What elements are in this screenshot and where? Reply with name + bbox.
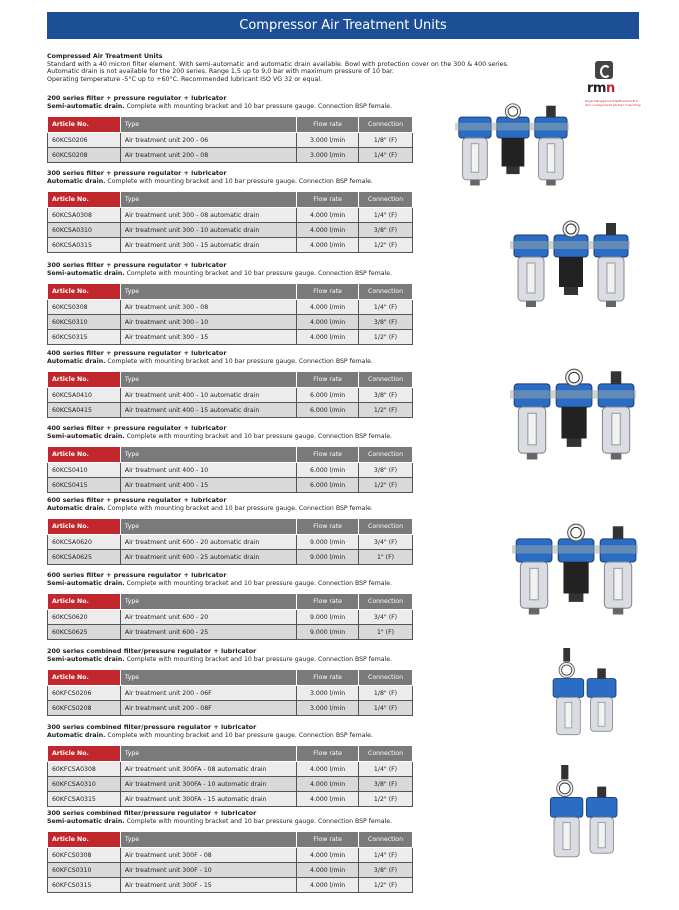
column-header-flow: Flow rate [297, 117, 359, 133]
article-number: 60KCSA0310 [48, 223, 121, 238]
flow-rate: 3.000 l/min [297, 701, 359, 716]
article-number: 60KCS0415 [48, 478, 121, 493]
connection-size: 1/2" (F) [359, 330, 413, 345]
product-type: Air treatment unit 400 - 15 [120, 478, 296, 493]
column-header-article: Article No. [48, 372, 121, 388]
connection-size: 1/2" (F) [359, 792, 413, 807]
product-table [47, 518, 413, 565]
section-description: Semi-automatic drain. Complete with mounting bracket and 10 bar pressure gauge. Connection BSP female. [47, 817, 393, 825]
product-type: Air treatment unit 300F - 15 [120, 878, 296, 893]
table-header-row [48, 117, 413, 133]
article-number: 60KFCSA0315 [48, 792, 121, 807]
connection-size: 1/4" (F) [359, 848, 413, 863]
flow-rate: 3.000 l/min [297, 686, 359, 701]
table-row [48, 777, 413, 792]
table-header-row [48, 372, 413, 388]
table-row [48, 701, 413, 716]
column-header-article: Article No. [48, 284, 121, 300]
article-number: 60KCS0620 [48, 610, 121, 625]
unit-200-image [455, 100, 573, 193]
article-number: 60KCS0310 [48, 315, 121, 330]
product-type: Air treatment unit 300F - 10 [120, 863, 296, 878]
flow-rate: 6.000 l/min [297, 403, 359, 418]
column-header-connection: Connection [359, 519, 413, 535]
section-title: 200 series combined filter/pressure regulator + lubricator [47, 647, 257, 655]
product-section [47, 497, 413, 565]
unit-400-image [510, 365, 640, 468]
product-type: Air treatment unit 300 - 10 [120, 315, 296, 330]
flow-rate: 6.000 l/min [297, 463, 359, 478]
product-table [47, 116, 413, 163]
table-row [48, 300, 413, 315]
product-type: Air treatment unit 200 - 08 [120, 148, 296, 163]
flow-rate: 4.000 l/min [297, 878, 359, 893]
article-number: 60KFCS0208 [48, 701, 121, 716]
product-type: Air treatment unit 400 - 10 [120, 463, 296, 478]
product-type: Air treatment unit 200 - 06F [120, 686, 296, 701]
product-type: Air treatment unit 300 - 15 automatic drain [120, 238, 296, 253]
flow-rate: 3.000 l/min [297, 133, 359, 148]
connection-size: 1/4" (F) [359, 762, 413, 777]
column-header-flow: Flow rate [297, 670, 359, 686]
product-section [47, 425, 413, 493]
article-number: 60KCS0625 [48, 625, 121, 640]
table-row [48, 208, 413, 223]
article-number: 60KFCS0310 [48, 863, 121, 878]
flow-rate: 4.000 l/min [297, 223, 359, 238]
intro-block [47, 53, 587, 84]
column-header-connection: Connection [359, 447, 413, 463]
product-type: Air treatment unit 200 - 06 [120, 133, 296, 148]
table-row [48, 478, 413, 493]
column-header-type: Type [120, 372, 296, 388]
table-header-row [48, 670, 413, 686]
section-title: 400 series filter + pressure regulator + lubricator [47, 349, 227, 357]
table-row [48, 388, 413, 403]
table-row [48, 792, 413, 807]
column-header-type: Type [120, 746, 296, 762]
connection-size: 1/8" (F) [359, 686, 413, 701]
table-row [48, 223, 413, 238]
table-row [48, 686, 413, 701]
column-header-connection: Connection [359, 594, 413, 610]
section-description: Automatic drain. Complete with mounting bracket and 10 bar pressure gauge. Connection BSP female. [47, 731, 373, 739]
product-type: Air treatment unit 400 - 10 automatic drain [120, 388, 296, 403]
connection-size: 1/2" (F) [359, 478, 413, 493]
column-header-connection: Connection [359, 117, 413, 133]
article-number: 60KCSA0625 [48, 550, 121, 565]
table-header-row [48, 284, 413, 300]
column-header-type: Type [120, 117, 296, 133]
table-header-row [48, 192, 413, 208]
product-table [47, 191, 413, 253]
product-section [47, 810, 413, 893]
product-type: Air treatment unit 300 - 15 [120, 330, 296, 345]
section-title: 200 series filter + pressure regulator + lubricator [47, 94, 227, 102]
logo-mark-icon [595, 61, 613, 79]
column-header-type: Type [120, 832, 296, 848]
product-section [47, 170, 413, 253]
connection-size: 3/8" (F) [359, 777, 413, 792]
table-row [48, 610, 413, 625]
column-header-type: Type [120, 192, 296, 208]
flow-rate: 4.000 l/min [297, 863, 359, 878]
logo-brand: rmn [587, 81, 615, 96]
logo-subtitle: Royal Management Netherland B.V. Your consignment partner in building [585, 99, 641, 107]
column-header-article: Article No. [48, 594, 121, 610]
column-header-article: Article No. [48, 746, 121, 762]
column-header-connection: Connection [359, 192, 413, 208]
flow-rate: 9.000 l/min [297, 625, 359, 640]
connection-size: 3/8" (F) [359, 223, 413, 238]
table-row [48, 403, 413, 418]
column-header-type: Type [120, 670, 296, 686]
company-logo [585, 61, 645, 111]
product-type: Air treatment unit 400 - 15 automatic drain [120, 403, 296, 418]
flow-rate: 4.000 l/min [297, 300, 359, 315]
flow-rate: 4.000 l/min [297, 777, 359, 792]
connection-size: 1/4" (F) [359, 148, 413, 163]
connection-size: 1" (F) [359, 550, 413, 565]
section-description: Automatic drain. Complete with mounting bracket and 10 bar pressure gauge. Connection BSP female. [47, 357, 373, 365]
article-number: 60KCS0315 [48, 330, 121, 345]
connection-size: 3/8" (F) [359, 463, 413, 478]
connection-size: 1/2" (F) [359, 878, 413, 893]
table-row [48, 133, 413, 148]
column-header-connection: Connection [359, 670, 413, 686]
section-description: Semi-automatic drain. Complete with mounting bracket and 10 bar pressure gauge. Connection BSP female. [47, 102, 393, 110]
column-header-article: Article No. [48, 447, 121, 463]
flow-rate: 4.000 l/min [297, 208, 359, 223]
column-header-flow: Flow rate [297, 372, 359, 388]
article-number: 60KCSA0415 [48, 403, 121, 418]
table-header-row [48, 594, 413, 610]
column-header-article: Article No. [48, 519, 121, 535]
table-row [48, 535, 413, 550]
article-number: 60KCS0308 [48, 300, 121, 315]
column-header-flow: Flow rate [297, 832, 359, 848]
column-header-flow: Flow rate [297, 594, 359, 610]
intro-line: Standard with a 40 micron filter element. With semi-automatic and automatic drain available. Bowl with protection cover on the 300 & 400 series. [47, 60, 509, 68]
table-row [48, 463, 413, 478]
section-description: Automatic drain. Complete with mounting bracket and 10 bar pressure gauge. Connection BSP female. [47, 177, 373, 185]
flow-rate: 4.000 l/min [297, 238, 359, 253]
connection-size: 1/8" (F) [359, 133, 413, 148]
product-table [47, 446, 413, 493]
table-header-row [48, 447, 413, 463]
product-type: Air treatment unit 600 - 20 [120, 610, 296, 625]
product-type: Air treatment unit 300 - 10 automatic drain [120, 223, 296, 238]
product-type: Air treatment unit 300FA - 10 automatic drain [120, 777, 296, 792]
section-title: 300 series filter + pressure regulator + lubricator [47, 169, 227, 177]
section-description: Semi-automatic drain. Complete with mounting bracket and 10 bar pressure gauge. Connection BSP female. [47, 579, 393, 587]
section-title: 300 series combined filter/pressure regulator + lubricator [47, 809, 257, 817]
unit-600-image [512, 520, 642, 623]
section-title: 300 series combined filter/pressure regulator + lubricator [47, 723, 257, 731]
flow-rate: 6.000 l/min [297, 388, 359, 403]
flow-rate: 3.000 l/min [297, 148, 359, 163]
column-header-article: Article No. [48, 832, 121, 848]
product-table [47, 831, 413, 893]
unit-200-combined-image [548, 648, 619, 743]
connection-size: 3/4" (F) [359, 535, 413, 550]
product-type: Air treatment unit 600 - 25 automatic drain [120, 550, 296, 565]
table-header-row [48, 746, 413, 762]
table-row [48, 625, 413, 640]
table-header-row [48, 832, 413, 848]
connection-size: 1/4" (F) [359, 701, 413, 716]
column-header-type: Type [120, 447, 296, 463]
column-header-connection: Connection [359, 284, 413, 300]
connection-size: 3/8" (F) [359, 863, 413, 878]
article-number: 60KCSA0308 [48, 208, 121, 223]
flow-rate: 9.000 l/min [297, 550, 359, 565]
article-number: 60KFCSA0310 [48, 777, 121, 792]
product-section [47, 572, 413, 640]
section-description: Semi-automatic drain. Complete with mounting bracket and 10 bar pressure gauge. Connection BSP female. [47, 432, 393, 440]
product-type: Air treatment unit 600 - 25 [120, 625, 296, 640]
connection-size: 3/8" (F) [359, 315, 413, 330]
article-number: 60KFCS0308 [48, 848, 121, 863]
unit-300-automatic-image [510, 217, 634, 315]
connection-size: 3/8" (F) [359, 388, 413, 403]
table-row [48, 848, 413, 863]
flow-rate: 4.000 l/min [297, 792, 359, 807]
product-type: Air treatment unit 300 - 08 [120, 300, 296, 315]
article-number: 60KCSA0620 [48, 535, 121, 550]
column-header-flow: Flow rate [297, 192, 359, 208]
product-type: Air treatment unit 300 - 08 automatic drain [120, 208, 296, 223]
intro-line: Operating temperature -5°C up to +60°C. Recommended lubricant ISO VG 32 or equal. [47, 76, 323, 84]
column-header-article: Article No. [48, 670, 121, 686]
article-number: 60KFCS0315 [48, 878, 121, 893]
article-number: 60KFCSA0308 [48, 762, 121, 777]
connection-size: 1/4" (F) [359, 208, 413, 223]
table-row [48, 315, 413, 330]
column-header-flow: Flow rate [297, 447, 359, 463]
product-section [47, 648, 413, 716]
table-row [48, 238, 413, 253]
intro-title: Compressed Air Treatment Units [47, 53, 163, 60]
product-type: Air treatment unit 300FA - 15 automatic drain [120, 792, 296, 807]
product-type: Air treatment unit 600 - 20 automatic drain [120, 535, 296, 550]
table-row [48, 863, 413, 878]
product-table [47, 669, 413, 716]
section-title: 300 series filter + pressure regulator + lubricator [47, 261, 227, 269]
product-table [47, 593, 413, 640]
product-section [47, 262, 413, 345]
column-header-flow: Flow rate [297, 519, 359, 535]
product-table [47, 371, 413, 418]
section-title: 400 series filter + pressure regulator + lubricator [47, 424, 227, 432]
connection-size: 3/4" (F) [359, 610, 413, 625]
column-header-article: Article No. [48, 117, 121, 133]
page-title: Compressor Air Treatment Units [239, 18, 447, 33]
table-row [48, 148, 413, 163]
column-header-type: Type [120, 594, 296, 610]
column-header-connection: Connection [359, 832, 413, 848]
flow-rate: 9.000 l/min [297, 535, 359, 550]
table-row [48, 762, 413, 777]
section-description: Semi-automatic drain. Complete with mounting bracket and 10 bar pressure gauge. Connection BSP female. [47, 655, 393, 663]
flow-rate: 4.000 l/min [297, 848, 359, 863]
table-row [48, 878, 413, 893]
product-table [47, 283, 413, 345]
article-number: 60KCSA0410 [48, 388, 121, 403]
product-type: Air treatment unit 200 - 08F [120, 701, 296, 716]
product-section [47, 724, 413, 807]
table-row [48, 330, 413, 345]
table-header-row [48, 519, 413, 535]
column-header-article: Article No. [48, 192, 121, 208]
flow-rate: 9.000 l/min [297, 610, 359, 625]
article-number: 60KCS0206 [48, 133, 121, 148]
product-section [47, 95, 413, 163]
unit-300-combined-image [545, 765, 621, 866]
section-description: Semi-automatic drain. Complete with mounting bracket and 10 bar pressure gauge. Connection BSP female. [47, 269, 393, 277]
article-number: 60KCS0208 [48, 148, 121, 163]
connection-size: 1" (F) [359, 625, 413, 640]
connection-size: 1/4" (F) [359, 300, 413, 315]
column-header-type: Type [120, 284, 296, 300]
flow-rate: 4.000 l/min [297, 762, 359, 777]
product-type: Air treatment unit 300FA - 08 automatic drain [120, 762, 296, 777]
article-number: 60KCS0410 [48, 463, 121, 478]
intro-line: Automatic drain is not available for the 200 series. Range 1,5 up to 9,0 bar with maximum pressure of 10 bar. [47, 68, 394, 76]
product-section [47, 350, 413, 418]
article-number: 60KFCS0206 [48, 686, 121, 701]
flow-rate: 6.000 l/min [297, 478, 359, 493]
page-header [47, 12, 639, 39]
column-header-type: Type [120, 519, 296, 535]
product-table [47, 745, 413, 807]
section-title: 600 series filter + pressure regulator + lubricator [47, 571, 227, 579]
connection-size: 1/2" (F) [359, 403, 413, 418]
connection-size: 1/2" (F) [359, 238, 413, 253]
article-number: 60KCSA0315 [48, 238, 121, 253]
section-title: 600 series filter + pressure regulator + lubricator [47, 496, 227, 504]
flow-rate: 4.000 l/min [297, 315, 359, 330]
column-header-flow: Flow rate [297, 746, 359, 762]
column-header-connection: Connection [359, 372, 413, 388]
product-type: Air treatment unit 300F - 08 [120, 848, 296, 863]
column-header-flow: Flow rate [297, 284, 359, 300]
section-description: Automatic drain. Complete with mounting bracket and 10 bar pressure gauge. Connection BSP female. [47, 504, 373, 512]
table-row [48, 550, 413, 565]
flow-rate: 4.000 l/min [297, 330, 359, 345]
column-header-connection: Connection [359, 746, 413, 762]
